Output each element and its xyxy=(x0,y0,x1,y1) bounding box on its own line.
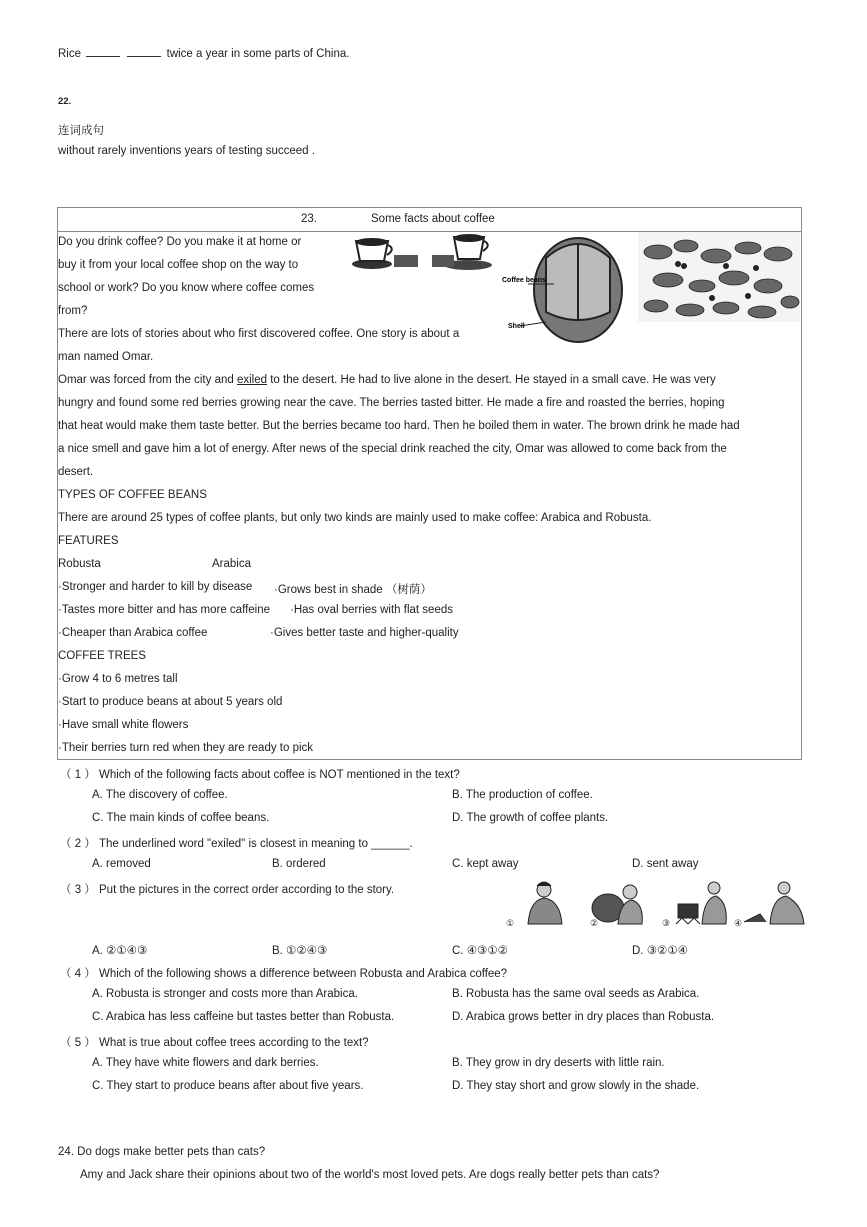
option-3a[interactable]: A. ②①④③ xyxy=(92,945,148,957)
tree-fact: ·Start to produce beans at about 5 years old xyxy=(58,696,283,708)
q24-title: 24. Do dogs make better pets than cats? xyxy=(58,1146,266,1158)
option-1b[interactable]: B. The production of coffee. xyxy=(452,789,593,801)
question-1: （ 1 ） Which of the following facts about coffee is NOT mentioned in the text? xyxy=(60,769,460,781)
passage-line: Do you drink coffee? Do you make it at home or xyxy=(58,236,302,248)
answer-blank-2[interactable] xyxy=(127,46,161,57)
q23-number: 23. xyxy=(301,213,317,225)
question-5: （ 5 ） What is true about coffee trees according to the text? xyxy=(60,1037,369,1049)
q22-instruction: 连词成句 xyxy=(58,125,104,137)
passage-line: buy it from your local coffee shop on the way to xyxy=(58,259,299,271)
option-4b[interactable]: B. Robusta has the same oval seeds as Arabica. xyxy=(452,988,700,1000)
passage-line: from? xyxy=(58,305,88,317)
feature-arabica: ·Grows best in shade （树荫） xyxy=(274,584,432,596)
option-3b[interactable]: B. ①②④③ xyxy=(272,945,328,957)
feature-robusta: ·Tastes more bitter and has more caffeine xyxy=(58,604,271,616)
option-2b[interactable]: B. ordered xyxy=(272,858,326,870)
option-4a[interactable]: A. Robusta is stronger and costs more than Arabica. xyxy=(92,988,358,1000)
q21-sentence: Rice twice a year in some parts of China. xyxy=(58,48,350,60)
q22-number: 22. xyxy=(58,96,72,107)
feature-arabica: ·Has oval berries with flat seeds xyxy=(290,604,453,616)
passage-line: There are around 25 types of coffee plants, but only two kinds are mainly used to make coffee: Arabica and Robusta. xyxy=(58,512,652,524)
tree-fact: ·Have small white flowers xyxy=(58,719,189,731)
passage-header xyxy=(58,208,801,232)
option-2a[interactable]: A. removed xyxy=(92,858,151,870)
passage-line: There are lots of stories about who first discovered coffee. One story is about a xyxy=(58,328,460,340)
section-heading-types: TYPES OF COFFEE BEANS xyxy=(58,489,207,501)
option-1a[interactable]: A. The discovery of coffee. xyxy=(92,789,228,801)
option-3c[interactable]: C. ④③①② xyxy=(452,945,508,957)
coffee-plant-image xyxy=(638,232,800,322)
coffee-cup-image-1 xyxy=(350,231,420,273)
underlined-word-exiled: exiled xyxy=(236,374,268,386)
option-2c[interactable]: C. kept away xyxy=(452,858,519,870)
option-4c[interactable]: C. Arabica has less caffeine but tastes better than Robusta. xyxy=(92,1011,395,1023)
label-coffee-beans: Coffee beans xyxy=(502,277,546,284)
passage-line: that heat would make them taste better. But the berries became too hard. Then he boiled them in water. The brown drink he made had xyxy=(58,420,740,432)
option-4d[interactable]: D. Arabica grows better in dry places than Robusta. xyxy=(452,1011,715,1023)
question-2: （ 2 ） The underlined word "exiled" is closest in meaning to ______. xyxy=(60,838,413,850)
option-5c[interactable]: C. They start to produce beans after about five years. xyxy=(92,1080,364,1092)
story-pictures xyxy=(504,878,814,928)
option-1c[interactable]: C. The main kinds of coffee beans. xyxy=(92,812,270,824)
feature-robusta: ·Cheaper than Arabica coffee xyxy=(58,627,208,639)
option-1d[interactable]: D. The growth of coffee plants. xyxy=(452,812,609,824)
section-heading-trees: COFFEE TREES xyxy=(58,650,146,662)
passage-line-omar: Omar was forced from the city and exiled to the desert. He had to live alone in the desert. He stayed in a small cave. He was very xyxy=(58,374,716,386)
label-shell: Shell xyxy=(508,323,525,330)
passage-line: man named Omar. xyxy=(58,351,154,363)
feature-robusta: ·Stronger and harder to kill by disease xyxy=(58,581,253,593)
passage-title: Some facts about coffee xyxy=(371,213,495,225)
passage-line: a nice smell and gave him a lot of energy. After news of the special drink reached the city, Omar was allowed to come back from the xyxy=(58,443,727,455)
feature-arabica: ·Gives better taste and higher-quality xyxy=(270,627,459,639)
passage-line: hungry and found some red berries growing near the cave. The berries tasted bitter. He made a fire and roasted the berries, hoping xyxy=(58,397,725,409)
coffee-cup-image-2 xyxy=(430,231,496,273)
passage-line: school or work? Do you know where coffee comes xyxy=(58,282,315,294)
tree-fact: ·Their berries turn red when they are ready to pick xyxy=(58,742,314,754)
option-5a[interactable]: A. They have white flowers and dark berries. xyxy=(92,1057,319,1069)
q22-words: without rarely inventions years of testing succeed . xyxy=(58,145,315,157)
features-header-arabica: Arabica xyxy=(212,558,251,570)
svg-text:①: ① xyxy=(506,919,515,928)
question-3: （ 3 ） Put the pictures in the correct order according to the story. xyxy=(60,884,395,896)
option-5d[interactable]: D. They stay short and grow slowly in the shade. xyxy=(452,1080,700,1092)
coffee-bean-diagram xyxy=(500,232,630,348)
tree-fact: ·Grow 4 to 6 metres tall xyxy=(58,673,178,685)
answer-blank-1[interactable] xyxy=(86,46,120,57)
svg-text:④: ④ xyxy=(734,919,743,928)
passage-line: desert. xyxy=(58,466,94,478)
section-heading-features: FEATURES xyxy=(58,535,119,547)
question-4: （ 4 ） Which of the following shows a difference between Robusta and Arabica coffee? xyxy=(60,968,508,980)
q24-intro: Amy and Jack share their opinions about two of the world's most loved pets. Are dogs really better pets than cats? xyxy=(80,1169,660,1181)
option-5b[interactable]: B. They grow in dry deserts with little rain. xyxy=(452,1057,665,1069)
option-2d[interactable]: D. sent away xyxy=(632,858,699,870)
svg-text:③: ③ xyxy=(662,919,671,928)
option-3d[interactable]: D. ③②①④ xyxy=(632,945,688,957)
svg-text:②: ② xyxy=(590,919,599,928)
features-header-robusta: Robusta xyxy=(58,558,101,570)
